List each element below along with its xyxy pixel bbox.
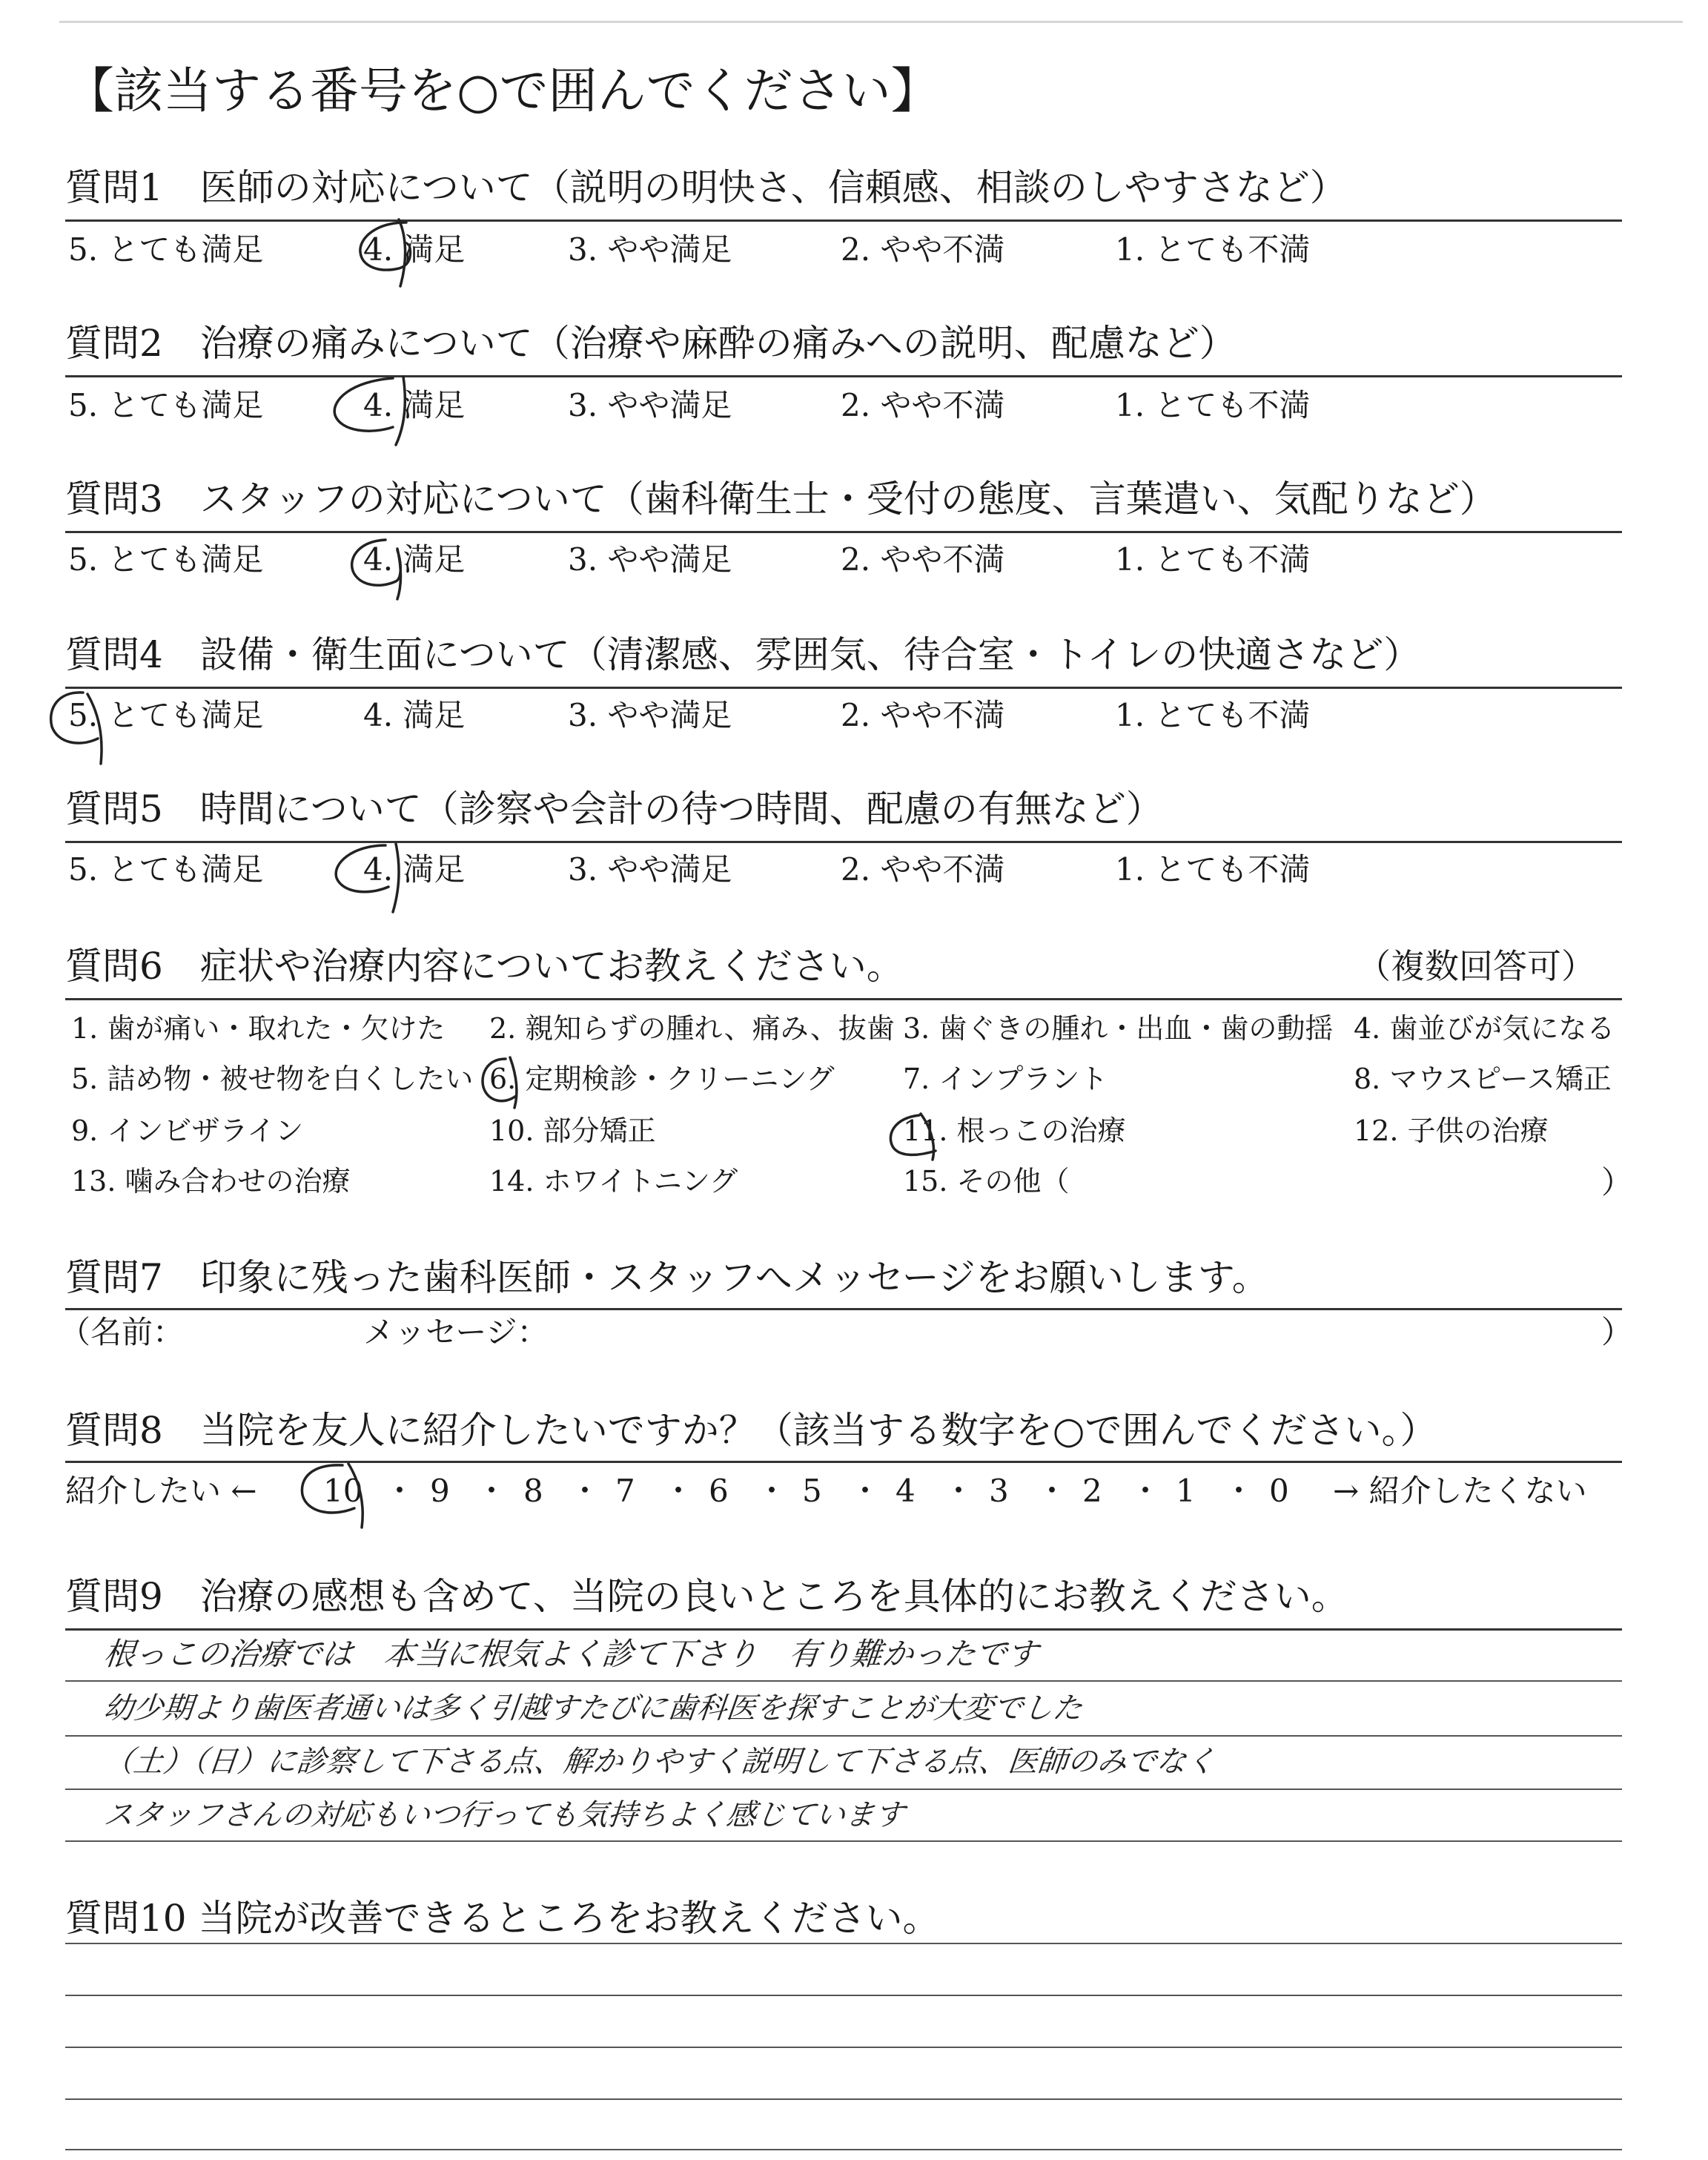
- scale-value-0[interactable]: 0: [1269, 1473, 1289, 1509]
- question-7-title: 質問7 印象に残った歯科医師・スタッフへメッセージをお願いします。: [65, 1256, 1269, 1299]
- q2-option-1[interactable]: 1. とても不満: [1115, 387, 1311, 423]
- q4-option-5[interactable]: 5. とても満足: [68, 697, 264, 733]
- scale-left-label: 紹介したい ←: [65, 1473, 257, 1509]
- q6-option-8[interactable]: 8. マウスピース矯正: [1354, 1063, 1612, 1095]
- q2-option-4[interactable]: 4. 満足: [363, 387, 466, 423]
- q2-option-5[interactable]: 5. とても満足: [68, 387, 264, 423]
- q3-option-4[interactable]: 4. 満足: [363, 541, 466, 578]
- q6-option-6[interactable]: 6. 定期検診・クリーニング: [489, 1063, 835, 1095]
- question-1-title: 質問1 医師の対応について（説明の明快さ、信頼感、相談のしやすさなど）: [65, 166, 1347, 209]
- question-6-title: 質問6 症状や治療内容についてお教えください。: [65, 945, 904, 988]
- q1-option-1[interactable]: 1. とても不満: [1115, 231, 1311, 268]
- q5-option-4[interactable]: 4. 満足: [363, 851, 466, 888]
- question-8-title: 質問8 当院を友人に紹介したいですか？（該当する数字を○で囲んでください。）: [65, 1409, 1437, 1452]
- scale-value-4[interactable]: 4: [896, 1473, 916, 1509]
- q1-option-2[interactable]: 2. やや不満: [841, 231, 1005, 268]
- q3-option-2[interactable]: 2. やや不満: [841, 541, 1005, 578]
- scale-separator: ・: [476, 1473, 508, 1509]
- scale-separator: ・: [943, 1473, 975, 1509]
- q7-message-label[interactable]: メッセージ：: [363, 1314, 549, 1350]
- scale-right-label: → 紹介したくない: [1333, 1473, 1587, 1509]
- question-3-title: 質問3 スタッフの対応について（歯科衛生士・受付の態度、言葉遣い、気配りなど）: [65, 478, 1497, 521]
- q6-option-5[interactable]: 5. 詰め物・被せ物を白くしたい: [71, 1063, 474, 1095]
- q6-option-11[interactable]: 11. 根っこの治療: [903, 1114, 1126, 1147]
- scale-value-6[interactable]: 6: [709, 1473, 729, 1509]
- q9-line-rule: [65, 1840, 1622, 1842]
- question-9-title: 質問9 治療の感想も含めて、当院の良いところを具体的にお教えください。: [65, 1575, 1348, 1618]
- multiple-answers-note: （複数回答可）: [1357, 946, 1595, 986]
- scale-value-2[interactable]: 2: [1082, 1473, 1102, 1509]
- q1-option-3[interactable]: 3. やや満足: [568, 231, 732, 268]
- scale-value-5[interactable]: 5: [802, 1473, 822, 1509]
- q6-option-4[interactable]: 4. 歯並びが気になる: [1354, 1012, 1615, 1045]
- q10-line-rule: [65, 1943, 1622, 1944]
- recommend-scale: [65, 1473, 1622, 1513]
- q3-option-5[interactable]: 5. とても満足: [68, 541, 264, 578]
- question-6-rule: [65, 998, 1622, 1000]
- scale-separator: ・: [1130, 1473, 1162, 1509]
- question-4-title: 質問4 設備・衛生面について（清潔感、雰囲気、待合室・トイレの快適さなど）: [65, 633, 1421, 676]
- question-2-rule: [65, 375, 1622, 377]
- q5-option-5[interactable]: 5. とても満足: [68, 851, 264, 888]
- q6-option-7[interactable]: 7. インプラント: [903, 1063, 1108, 1095]
- q4-option-2[interactable]: 2. やや不満: [841, 697, 1005, 733]
- q10-line-rule: [65, 2098, 1622, 2100]
- scale-value-10[interactable]: 10: [323, 1473, 363, 1509]
- question-9-rule: [65, 1628, 1622, 1631]
- q9-answer-line-4: スタッフさんの対応もいつ行っても気持ちよく感じています: [102, 1798, 907, 1832]
- q5-option-3[interactable]: 3. やや満足: [568, 851, 732, 888]
- q4-option-3[interactable]: 3. やや満足: [568, 697, 732, 733]
- scale-value-1[interactable]: 1: [1176, 1473, 1196, 1509]
- q4-option-1[interactable]: 1. とても不満: [1115, 697, 1311, 733]
- q10-line-rule: [65, 2149, 1622, 2150]
- q2-option-3[interactable]: 3. やや満足: [568, 387, 732, 423]
- question-2-title: 質問2 治療の痛みについて（治療や麻酔の痛みへの説明、配慮など）: [65, 322, 1237, 365]
- q9-answer-line-3: （土）（日）に診察して下さる点、解かりやすく説明して下さる点、医師のみでなく: [102, 1745, 1218, 1779]
- q6-option-14[interactable]: 14. ホワイトニング: [489, 1165, 738, 1198]
- q6-option-15[interactable]: 15. その他（: [903, 1165, 1070, 1198]
- q9-answer-line-1: 根っこの治療では 本当に根気よく診て下さり 有り難かったです: [102, 1636, 1040, 1672]
- scale-separator: ・: [756, 1473, 788, 1509]
- instruction-header: 【該当する番号を○で囲んでください】: [65, 62, 940, 119]
- q2-option-2[interactable]: 2. やや不満: [841, 387, 1005, 423]
- question-5-title: 質問5 時間について（診察や会計の待つ時間、配慮の有無など）: [65, 787, 1163, 830]
- q1-option-4[interactable]: 4. 満足: [363, 231, 466, 268]
- q6-other-close-paren: ）: [1601, 1164, 1633, 1200]
- scale-value-3[interactable]: 3: [989, 1473, 1009, 1509]
- q10-line-rule: [65, 1995, 1622, 1996]
- q6-option-2[interactable]: 2. 親知らずの腫れ、痛み、抜歯: [489, 1012, 895, 1045]
- scale-separator: ・: [1036, 1473, 1068, 1509]
- q3-option-1[interactable]: 1. とても不満: [1115, 541, 1311, 578]
- scale-value-9[interactable]: 9: [430, 1473, 450, 1509]
- q6-option-10[interactable]: 10. 部分矯正: [489, 1114, 656, 1147]
- question-1-rule: [65, 219, 1622, 222]
- q9-answer-line-2: 幼少期より歯医者通いは多く引越すたびに歯科医を探すことが大変でした: [102, 1691, 1085, 1725]
- q5-option-1[interactable]: 1. とても不満: [1115, 851, 1311, 888]
- question-4-rule: [65, 687, 1622, 689]
- q1-option-5[interactable]: 5. とても満足: [68, 231, 264, 268]
- q6-option-12[interactable]: 12. 子供の治療: [1354, 1114, 1549, 1147]
- q6-option-9[interactable]: 9. インビザライン: [71, 1114, 304, 1147]
- q3-option-3[interactable]: 3. やや満足: [568, 541, 732, 578]
- scan-edge: [59, 21, 1683, 23]
- question-8-rule: [65, 1461, 1622, 1463]
- scale-separator: ・: [569, 1473, 601, 1509]
- question-5-rule: [65, 841, 1622, 843]
- q5-option-2[interactable]: 2. やや不満: [841, 851, 1005, 888]
- scale-value-8[interactable]: 8: [523, 1473, 543, 1509]
- scale-separator: ・: [850, 1473, 881, 1509]
- q6-option-13[interactable]: 13. 噛み合わせの治療: [71, 1165, 351, 1198]
- scale-value-7[interactable]: 7: [615, 1473, 635, 1509]
- q4-option-4[interactable]: 4. 満足: [363, 697, 466, 733]
- scale-separator: ・: [1223, 1473, 1255, 1509]
- question-7-rule: [65, 1308, 1622, 1310]
- question-3-rule: [65, 531, 1622, 533]
- q10-line-rule: [65, 2047, 1622, 2048]
- q7-name-label: （名前：: [59, 1314, 185, 1350]
- q7-close-paren: ）: [1601, 1314, 1633, 1350]
- q9-line-rule: [65, 1735, 1622, 1737]
- q9-line-rule: [65, 1680, 1622, 1682]
- q9-line-rule: [65, 1789, 1622, 1790]
- q6-option-3[interactable]: 3. 歯ぐきの腫れ・出血・歯の動揺: [903, 1012, 1334, 1045]
- scale-separator: ・: [663, 1473, 695, 1509]
- scale-separator: ・: [384, 1473, 416, 1509]
- question-10-title: 質問10 当院が改善できるところをお教えください。: [65, 1897, 940, 1940]
- q6-option-1[interactable]: 1. 歯が痛い・取れた・欠けた: [71, 1012, 446, 1045]
